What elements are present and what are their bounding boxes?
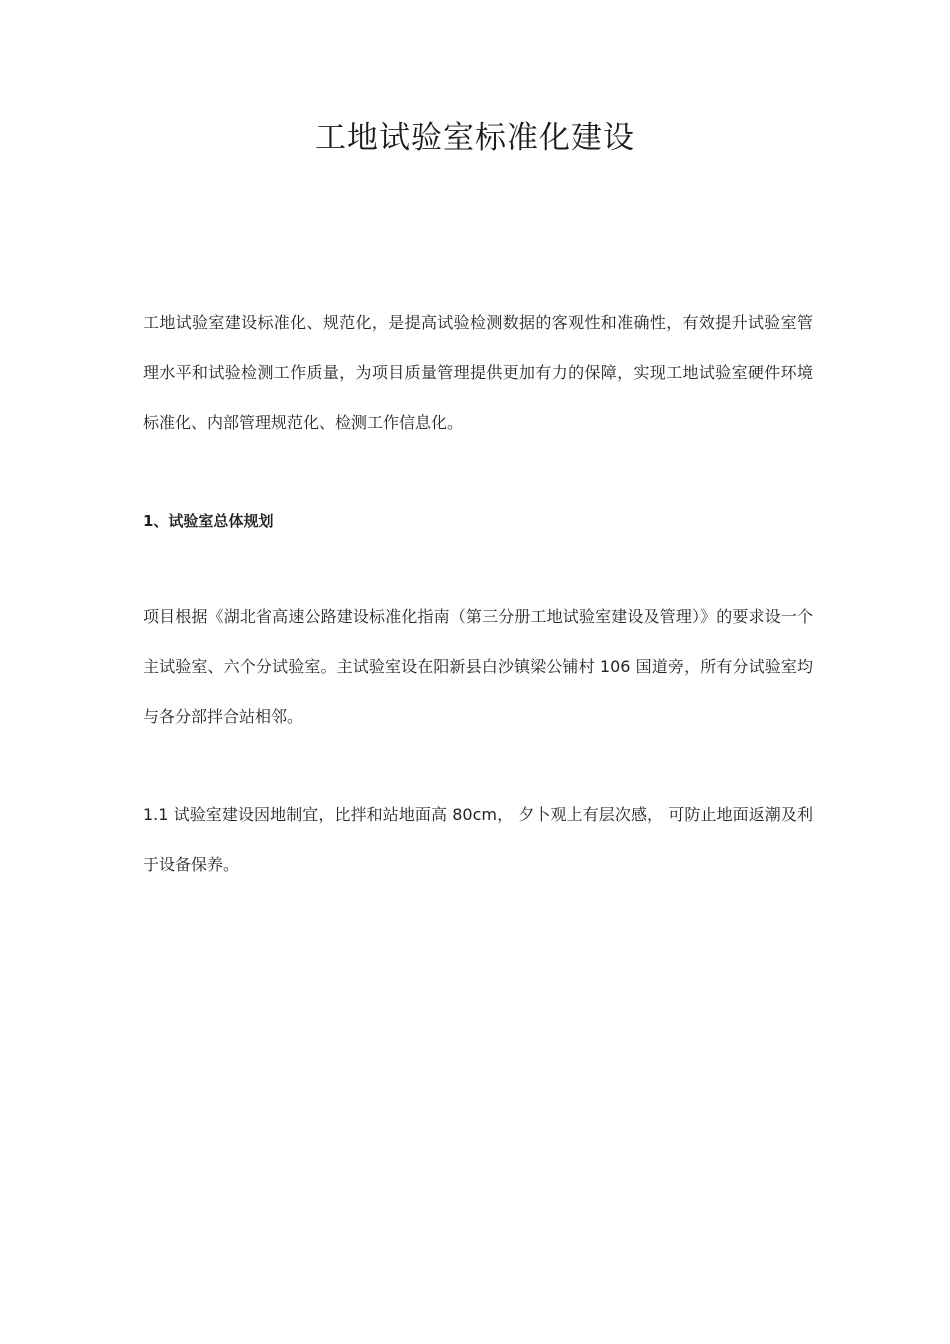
intro-block [143,298,813,448]
section-1-paragraph: 项目根据《湖北省高速公路建设标准化指南（第三分册工地试验室建设及管理）》的要求设一个主试验室、六个分试验室。主试验室设在阳新县白沙镇梁公铺村 106 国道旁，所有分试验室均与各分部拌合站相邻。 [143,607,813,726]
section-1-1-block [143,790,813,890]
section-1-1-paragraph: 1.1 试验室建设因地制宜，比拌和站地面高 80cm， 夕卜观上有层次感， 可防止地面返潮及利于设备保养。 [143,805,813,874]
section-1-heading-block [143,509,813,533]
section-1-heading: 1、试验室总体规划 [143,512,274,530]
document-title: 工地试验室标准化建设 [315,120,635,156]
section-1-block [143,592,813,742]
intro-paragraph: 工地试验室建设标准化、规范化，是提高试验检测数据的客观性和准确性，有效提升试验室管理水平和试验检测工作质量，为项目质量管理提供更加有力的保障，实现工地试验室硬件环境标准化、内部管理规范化、检测工作信息化。 [143,313,813,432]
